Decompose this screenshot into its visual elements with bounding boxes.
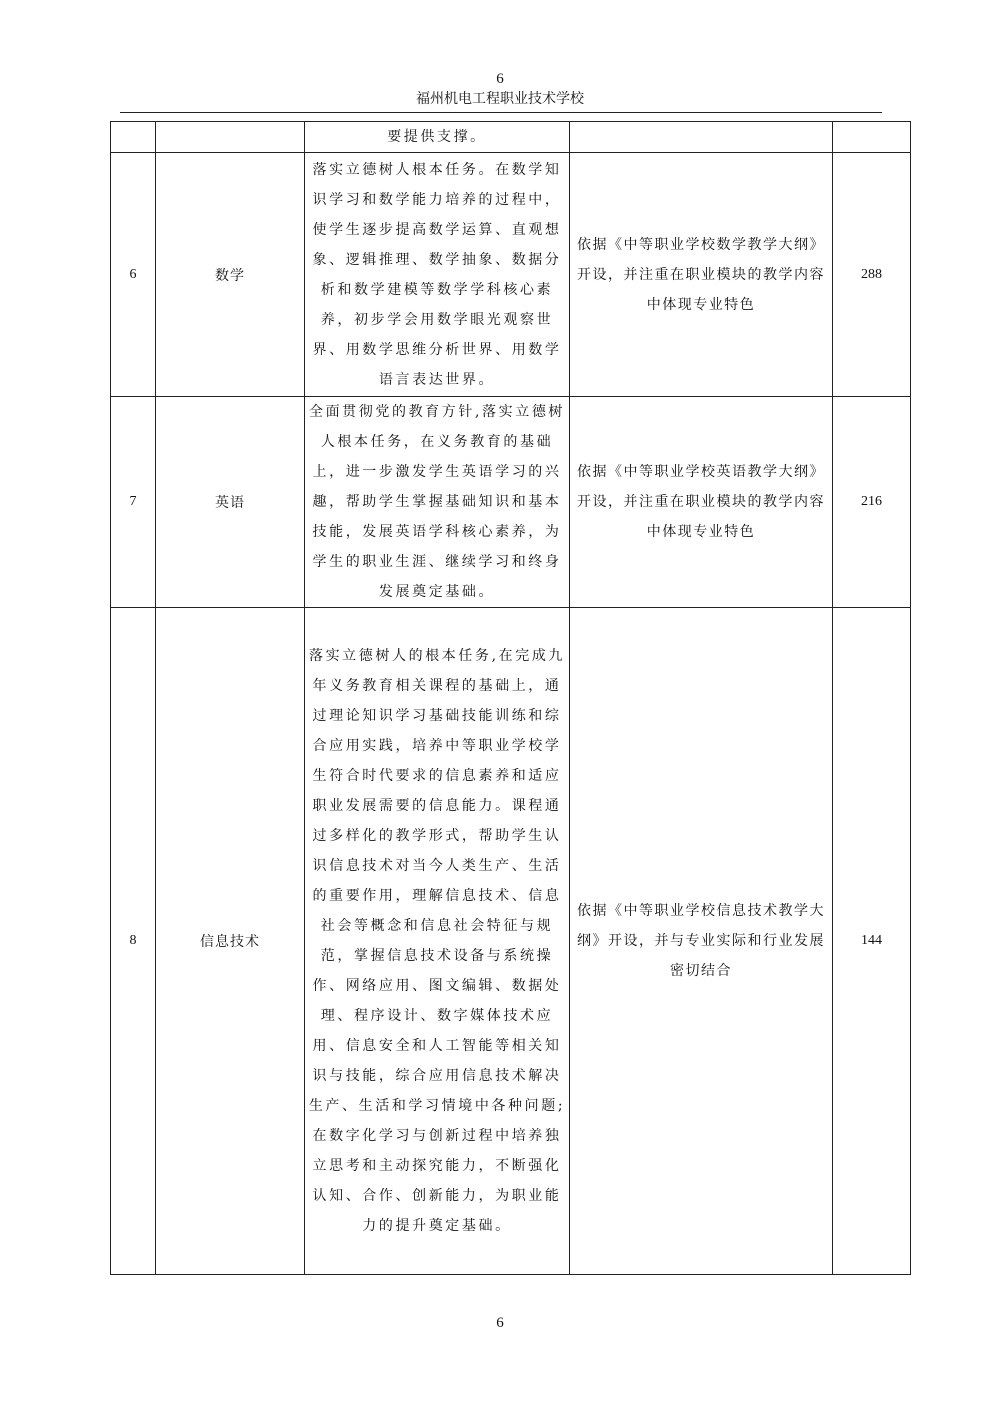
course-goal-text: 落实立德树人的根本任务,在完成九年义务教育相关课程的基础上，通过理论知识学习基础技能训练和综合应用实践，培养中等职业学校学生符合时代要求的信息素养和适应职业发展需要的信息能力。课程通过多样化的教学形式，帮助学生认识信息技术对当今人类生产、生活的重要作用，理解信息技术、信息社会等概念和信息社会特征与规范，掌握信息技术设备与系统操作、网络应用、图文编辑、数据处理、程序设计、数字媒体技术应用、信息安全和人工智能等相关知识与技能，综合应用信息技术解决生产、生活和学习情境中各种问题;在数字化学习与创新过程中培养独立思考和主动探究能力，不断强化认知、合作、创新能力，为职业能力的提升奠定基础。: [308, 648, 566, 1234]
basis-cell: [570, 122, 833, 153]
course-goal: [305, 153, 570, 397]
course-goal: [305, 397, 570, 608]
course-goal-text: 落实立德树人根本任务。在数学知识学习和数学能力培养的过程中，使学生逐步提高数学运算、直观想象、逻辑推理、数学抽象、数据分析和数学建模等数学学科核心素养，初步学会用数学眼光观察世界、用数学思维分析世界、用数学语言表达世界。: [312, 161, 562, 388]
course-hours: 216: [833, 397, 911, 608]
goal-cell: [305, 122, 570, 153]
course-basis: 依据《中等职业学校英语教学大纲》开设，并注重在职业模块的教学内容中体现专业特色: [570, 397, 833, 608]
name-cell: [156, 122, 305, 153]
course-goal: [305, 608, 570, 1275]
header-school-name: 福州机电工程职业技术学校: [416, 91, 584, 107]
course-goal-text: 全面贯彻党的教育方针,落实立德树人根本任务，在义务教育的基础上，进一步激发学生英语学习的兴趣，帮助学生掌握基础知识和基本技能，发展英语学科核心素养，为学生的职业生涯、继续学习和终身发展奠定基础。: [308, 404, 566, 600]
num-cell: [111, 122, 156, 153]
course-basis: 依据《中等职业学校数学教学大纲》开设，并注重在职业模块的教学内容中体现专业特色: [570, 153, 833, 397]
course-hours: 144: [833, 608, 911, 1275]
table-row: [111, 397, 911, 608]
goal-text: 要提供支撑。: [387, 129, 487, 145]
header-rule: [120, 112, 882, 113]
course-table: [110, 121, 911, 1275]
footer-page-number: 6: [496, 1315, 504, 1331]
table-row: [111, 608, 911, 1275]
course-name: 数学: [156, 153, 305, 397]
course-hours: 288: [833, 153, 911, 397]
row-number: 6: [111, 153, 156, 397]
course-name: 信息技术: [156, 608, 305, 1275]
hours-cell: [833, 122, 911, 153]
table-row: [111, 153, 911, 397]
course-basis: 依据《中等职业学校信息技术教学大纲》开设，并与专业实际和行业发展密切结合: [570, 608, 833, 1275]
header-page-number: 6: [496, 71, 504, 87]
row-number: 7: [111, 397, 156, 608]
row-number: 8: [111, 608, 156, 1275]
course-name: 英语: [156, 397, 305, 608]
table-row-continuation: [111, 122, 911, 153]
